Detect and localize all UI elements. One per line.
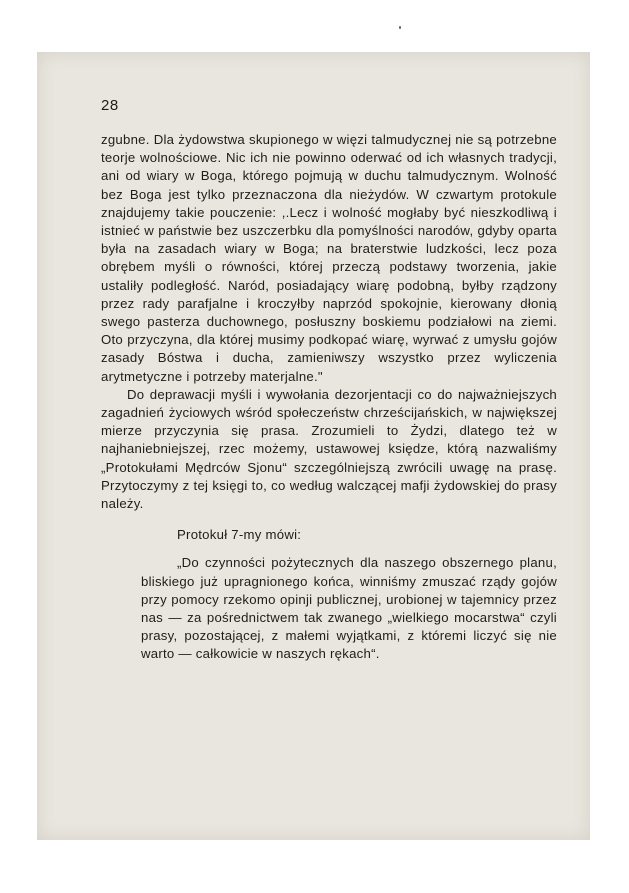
protocol-heading: Protokuł 7-my mówi: (177, 527, 302, 543)
paragraph-1: zgubne. Dla żydowstwa skupionego w więzi talmudycznej nie są potrzebne teorje wolnościowe. Nic ich nie powinno oderwać od ich własnych tradycji, ani od wiary w Boga, którego pojmują w duchu talmudycznym. Wolność bez Boga jest tylko przeznaczona dla nieżydów. W czwartym protokule znajdujemy takie pouczenie: ,.Lecz i wolność mogłaby być nieszkodliwą i istnieć w państwie bez uszczerbku dla pomyślności narodów, gdyby oparta była na zasadach wiary w Boga; na braterstwie ludzkości, lecz poza obrębem myśli o równości, której przeczą podstawy tworzenia, jakie ustaliły podległość. Naród, posiadający wiarę podobną, byłby rządzony przez rady parafjalne i kroczyłby naprzód spokojnie, kierowany dłonią swego pasterza duchownego, posłuszny boskiemu podziałowi na ziemi. Oto przyczyna, dla której musimy podkopać wiarę, wyrwać z umysłu gojów zasady Bóstwa i ducha, zamieniwszy wszystko przez wyliczenia arytmetyczne i potrzeby materjalne." (101, 132, 557, 384)
book-page (37, 52, 590, 840)
paragraph-2: Do deprawacji myśli i wywołania dezorjentacji co do najważniejszych zagadnień życiowych wśród społeczeństw chrześcijańskich, w największej mierze przyczynia się prasa. Zrozumieli to Żydzi, dlatego też w najhaniebniejszej, rzec możemy, ustawowej księdze, którą nazwaliśmy „Protokułami Mędrców Sjonu“ szczególniejszą zwrócili uwagę na prasę. Przytoczymy z tej księgi to, co według walczącej mafji żydowskiej do prasy należy. (101, 386, 557, 512)
quotation: „Do czynności pożytecznych dla naszego obszernego planu, bliskiego już upragnionego końca, winniśmy zmuszać rządy gojów przy pomocy rzekomo opinji publicznej, urobionej w tajemnicy przez nas — za pośrednictwem tak zwanego „wielkiego mocarstwa“ czyli prasy, pozostającej, z małemi wyjątkami, z któremi liczyć się nie warto — całkowicie w naszych rękach“. (141, 555, 557, 662)
speck (399, 26, 401, 29)
page-number: 28 (101, 97, 119, 114)
body-text (101, 131, 557, 664)
